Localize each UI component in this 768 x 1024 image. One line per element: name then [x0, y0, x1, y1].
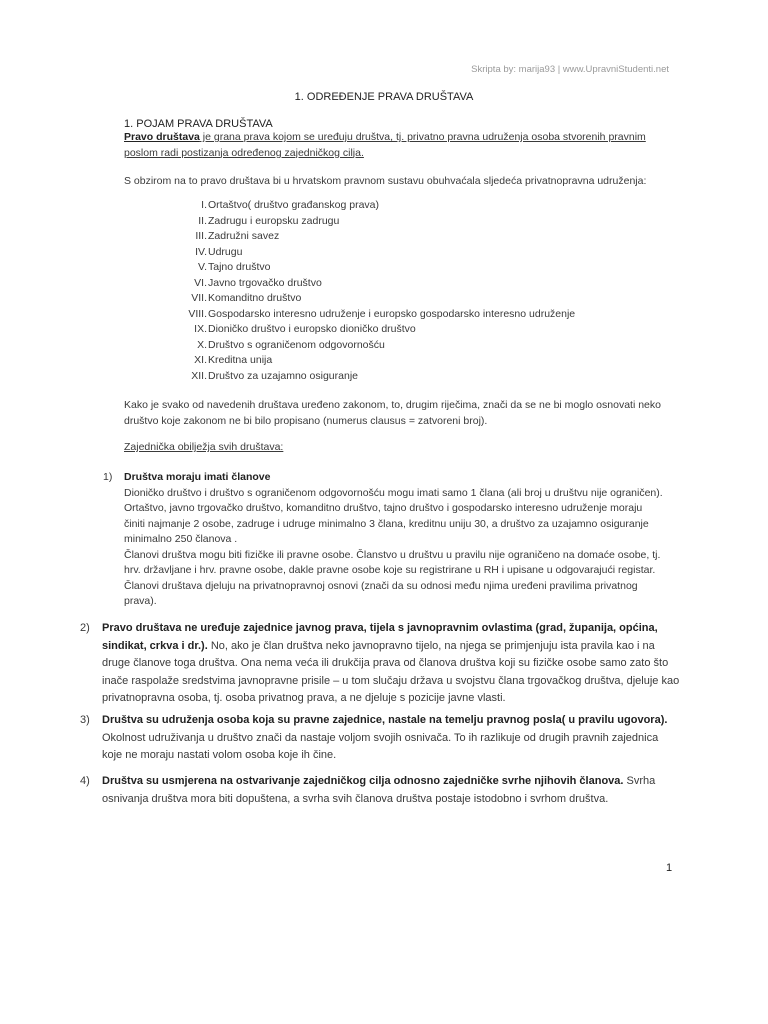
list-text: Zadrugu i europsku zadrugu [208, 214, 340, 227]
list-text: Tajno društvo [208, 261, 271, 273]
list-number: IV. [195, 245, 207, 258]
numerus-clausus-paragraph: Kako je svako od navedenih društava uređeno zakonom, to, drugim riječima, znači da se ne bi moglo osnovati neko društvo koje zakonom ne bi bilo propisano (numerus clausus = zatvoreni broj). [124, 399, 661, 427]
feature-heading: Pravo društava ne uređuje zajednice javnog prava, tijela s javnopravnim ovlastima (grad, županija, općina, sindikat, crkva i dr.). [102, 622, 658, 652]
list-item [150, 338, 630, 354]
list-number: VII. [191, 292, 207, 304]
feature-text: Članovi društva mogu biti fizičke ili pravne osobe. Članstvo u društvu u pravilu nije ograničeno na domaće osobe, tj. hrv. državljane i hrv. pravne osobe, dakle pravne osobe koje su registrirane u RH i upisane u odgovarajući registar. Članovi društava djeluju na privatnopravnoj osnovi (znači da su odnosi među njima uređeni pravilima privatnog prava). [124, 548, 661, 607]
list-item [150, 369, 630, 385]
feature-text: Okolnost udruživanja u društvo znači da nastaje voljom svojih osnivača. To ih razlikuje od drugih pravnih zajednica koje ne moraju nastati volom osoba koje ih čine. [102, 731, 659, 761]
roman-list [150, 198, 630, 384]
feature-text: No, ako je član društva neko javnopravno tijelo, na njega se primjenjuju ista pravila kao i na druge članove toga društva. Ona nema veća ili drukčija prava od članova društva koji su fizičke osobe samo zato što inače raspolaže sredstvima javnopravne prisile – u tom slučaju država u svojstvu člana trgovačkog društva, djeluje kao privatnopravna osoba, tj. osoba privatnog prava, a ne djeluje s pozicije javne vlasti. [102, 639, 680, 704]
list-text: Ortaštvo( društvo građanskog prava) [208, 199, 379, 211]
list-text: Komanditno društvo [208, 292, 302, 304]
header-credit: Skripta by: marija93 | www.UpravniStudenti.net [471, 64, 669, 75]
feature-text: Dioničko društvo i društvo s ograničenom odgovornošću mogu imati samo 1 člana (ali broj u društvu nije ograničen). Ortaštvo, javno trgovačko društvo, komanditno društvo, tajno društvo i gospodarsko interesno udruženje moraju činiti najmanje 2 osobe, zadruge i udruge minimalno 3 člana, kreditnu uniju 30, a društvo za uzajamno osiguranje minimalno 250 članova . [124, 486, 663, 545]
page-title: 1. ODREĐENJE PRAVA DRUŠTAVA [294, 91, 474, 103]
feature-heading: Društva su udruženja osoba koja su pravne zajednice, nastale na temelju pravnog posla( u pravilu ugovora). [102, 714, 668, 726]
list-item [150, 198, 630, 214]
feature-body [102, 712, 680, 765]
list-number: X. [197, 338, 207, 351]
feature-body [102, 620, 680, 708]
feature-number: 2) [80, 622, 90, 634]
list-number: II. [198, 214, 207, 227]
list-text: Društvo s ograničenom odgovornošću [208, 338, 385, 351]
list-item [150, 353, 630, 369]
section-subtitle: 1. POJAM PRAVA DRUŠTAVA [124, 118, 273, 130]
feature-number: 3) [80, 714, 90, 726]
feature-body [102, 773, 680, 808]
definition-term: Pravo društava [124, 131, 200, 143]
list-number: IX. [194, 323, 207, 335]
list-text: Kreditna unija [208, 354, 273, 366]
list-number: III. [195, 230, 207, 242]
list-text: Javno trgovačko društvo [208, 276, 322, 289]
list-item [150, 229, 630, 245]
list-text: Zadružni savez [208, 230, 280, 242]
feature-number: 4) [80, 775, 90, 787]
common-features-heading: Zajednička obilježja svih društava: [124, 441, 284, 453]
intro-paragraph: S obzirom na to pravo društava bi u hrvatskom pravnom sustavu obuhvaćala sljedeća privatnopravna udruženja: [124, 175, 647, 187]
list-item [150, 260, 630, 276]
list-text: Društvo za uzajamno osiguranje [208, 369, 358, 382]
feature-heading: Društva su usmjerena na ostvarivanje zajedničkog cilja odnosno zajedničke svrhe njihovih članova. [102, 775, 624, 787]
list-text: Udrugu [208, 245, 243, 258]
list-item [150, 214, 630, 230]
definition-text: je grana prava kojom se uređuju društva, tj. privatno pravna udruženja osoba stvorenih pravnim poslom radi postizanja određenog zajedničkog cilja. [124, 131, 646, 159]
list-item [150, 276, 630, 292]
list-number: XI. [194, 354, 207, 366]
list-number: V. [198, 261, 207, 273]
list-text: Dioničko društvo i europsko dioničko društvo [208, 323, 416, 335]
feature-body [124, 470, 664, 610]
feature-number: 1) [103, 471, 113, 483]
list-item [150, 322, 630, 338]
list-number: XII. [191, 369, 207, 382]
list-number: VI. [194, 276, 207, 289]
list-item [150, 291, 630, 307]
list-text: Gospodarsko interesno udruženje i europsko gospodarsko interesno udruženje [208, 307, 576, 320]
page-number: 1 [666, 862, 673, 874]
list-item [150, 307, 630, 323]
feature-text: Svrha osnivanja društva mora biti dopuštena, a svrha svih članova društva postaje istodobno i svrhom društva. [102, 775, 656, 805]
feature-heading: Društva moraju imati članove [124, 471, 271, 483]
list-item [150, 245, 630, 261]
definition-paragraph [124, 130, 677, 161]
list-number: I. [201, 199, 207, 211]
list-number: VIII. [188, 307, 207, 320]
